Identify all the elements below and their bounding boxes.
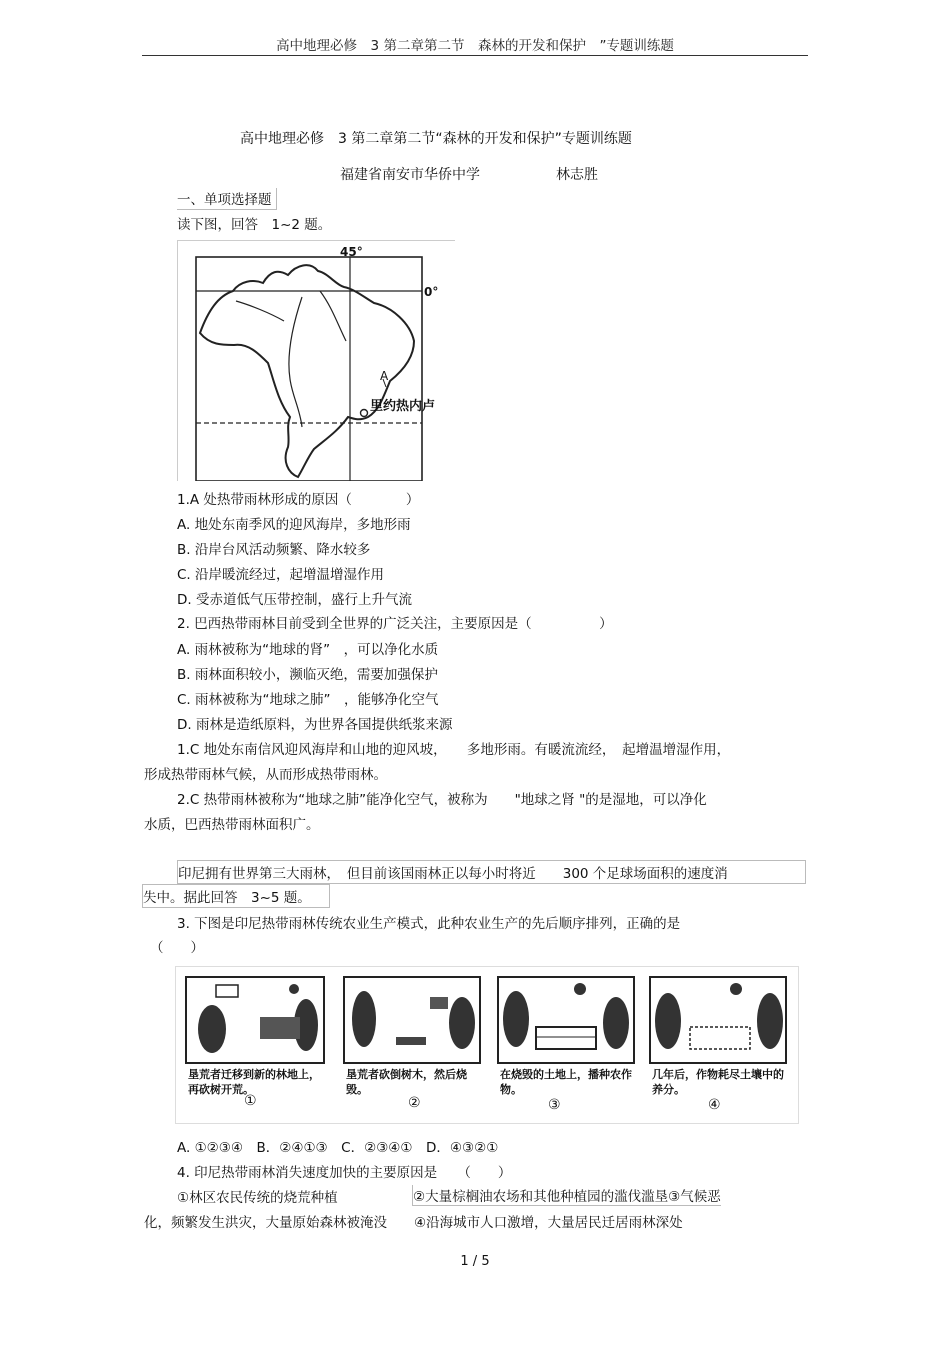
- map-city-label: 里约热内卢: [370, 399, 436, 414]
- map-longitude-label: 45°: [340, 245, 363, 259]
- panel-1-caption: 垦荒者迁移到新的林地上，再砍树开荒。: [188, 1068, 320, 1096]
- q1-option-a: A. 地处东南季风的迎风海岸，多地形雨: [177, 517, 411, 533]
- panel-2-number: ②: [408, 1095, 421, 1111]
- q2-option-b: B. 雨林面积较小，濒临灭绝，需要加强保护: [177, 667, 438, 683]
- q1-option-d: D. 受赤道低气压带控制，盛行上升气流: [177, 592, 412, 608]
- section-heading: 一、单项选择题: [177, 188, 277, 210]
- page-number: 1 / 5: [460, 1254, 490, 1269]
- section-intro: 读下图，回答 1~2 题。: [177, 217, 332, 233]
- passage-line-2: 失中。据此回答 3~5 题。: [142, 884, 330, 908]
- q2-option-a: A. 雨林被称为“地球的肾” ，可以净化水质: [177, 642, 439, 658]
- q1-option-c: C. 沿岸暖流经过，起增温增湿作用: [177, 567, 385, 583]
- running-header: 高中地理必修 3 第二章第二节 森林的开发和保护 ”专题训练题: [276, 38, 674, 54]
- panel-4-caption: 几年后，作物耗尽土壤中的养分。: [652, 1068, 784, 1096]
- answer-2-line-1: 2.C 热带雨林被称为“地球之肺”能净化空气，被称为 "地球之肾 "的是湿地，可以净化: [177, 792, 707, 808]
- passage-line-1: 印尼拥有世界第三大雨林， 但目前该国雨林正以每小时将近 300 个足球场面积的速度消: [177, 860, 806, 884]
- q2-option-d: D. 雨林是造纸原料，为世界各国提供纸浆来源: [177, 717, 453, 733]
- farming-cycle-figure: [175, 966, 799, 1124]
- map-point-label: A: [380, 369, 389, 383]
- farming-cycle-svg: [176, 967, 798, 1123]
- q4-stem: 4. 印尼热带雨林消失速度加快的主要原因是 （ ）: [177, 1165, 512, 1181]
- answer-1-line-1: 1.C 地处东南信风迎风海岸和山地的迎风坡， 多地形雨。有暖流流经， 起增温增湿作用，: [177, 742, 731, 758]
- q2-option-c: C. 雨林被称为“地球之肺” ，能够净化空气: [177, 692, 439, 708]
- panel-3-number: ③: [548, 1097, 561, 1113]
- header-rule: [142, 55, 808, 56]
- q2-stem: 2. 巴西热带雨林目前受到全世界的广泛关注，主要原因是（ ）: [177, 616, 613, 632]
- brazil-map-svg: [178, 241, 455, 481]
- panel-3-caption: 在烧毁的土地上，播种农作物。: [500, 1068, 632, 1096]
- school-name: 福建省南安市华侨中学: [340, 167, 480, 183]
- panel-2-caption: 垦荒者砍倒树木，然后烧毁。: [346, 1068, 467, 1096]
- brazil-map-figure: [177, 240, 455, 481]
- panel-1-number: ①: [244, 1093, 257, 1109]
- q4-option-1: ①林区农民传统的烧荒种植: [177, 1190, 338, 1206]
- q3-stem-line-2: （ ）: [150, 940, 204, 956]
- document-title: 高中地理必修 3 第二章第二节“森林的开发和保护”专题训练题: [240, 131, 632, 147]
- q1-stem: 1.A 处热带雨林形成的原因（ ）: [177, 492, 420, 508]
- answer-2-line-2: 水质，巴西热带雨林面积广。: [144, 817, 320, 833]
- answer-1-line-2: 形成热带雨林气候，从而形成热带雨林。: [144, 767, 387, 783]
- q3-stem-line-1: 3. 下图是印尼热带雨林传统农业生产模式，此种农业生产的先后顺序排列，正确的是: [177, 916, 681, 932]
- q3-options: A. ①②③④ B．②④①③ C．②③④① D．④③②①: [177, 1140, 499, 1156]
- q4-option-2: ②大量棕榈油农场和其他种植园的滥伐滥垦③气候恶: [412, 1185, 721, 1206]
- q1-option-b: B. 沿岸台风活动频繁、降水较多: [177, 542, 371, 558]
- map-latitude-label: 0°: [424, 285, 439, 299]
- author-name: 林志胜: [556, 167, 598, 183]
- panel-4-number: ④: [708, 1097, 721, 1113]
- q4-options-line-2: 化，频繁发生洪灾，大量原始森林被淹没 ④沿海城市人口激增，大量居民迁居雨林深处: [144, 1215, 683, 1231]
